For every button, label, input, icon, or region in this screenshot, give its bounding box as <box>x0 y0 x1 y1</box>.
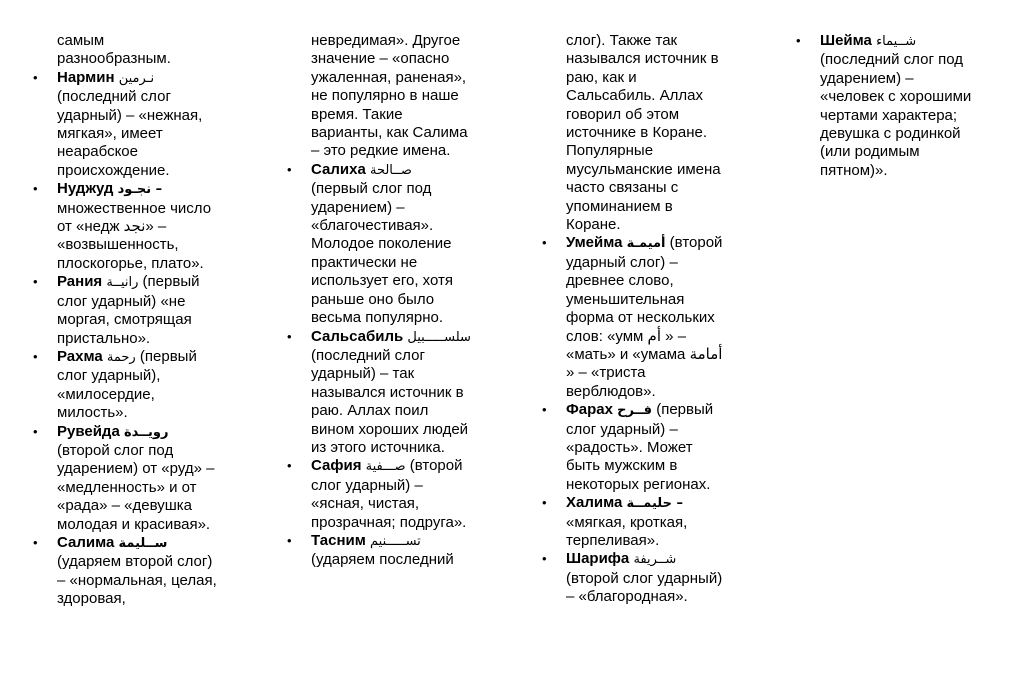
continuation-text: невредимая». Другое значение – «опасно ужаленная, раненая», не популярно в наше время. Такие варианты, как Салима – это редкие имена. <box>311 32 468 160</box>
bullet: • <box>33 181 38 197</box>
name-term: Рувейда <box>57 422 120 440</box>
name-term: Нармин <box>57 68 115 86</box>
bullet: • <box>33 423 38 439</box>
description: множественное число от «недж نجد» – «возвышенность, плоскогорье, плато». <box>57 199 212 272</box>
bullet: • <box>287 328 292 344</box>
column-4 <box>796 32 980 180</box>
description: (первый слог ударный) «не моргая, смотрящая пристально». <box>57 273 200 347</box>
list-item-salikha <box>287 160 471 328</box>
description: (второй ударный слог) – древнее слово, уменьшительная форма от нескольких слов: «умм أم » – «мать» и «умама أمامة » – «триста верблюдов». <box>566 234 723 400</box>
arabic-term: شــريفة <box>633 552 677 568</box>
bullet: • <box>287 458 292 474</box>
arabic-term: صــالحة <box>369 162 412 178</box>
description: (последний слог ударный) – «нежная, мягкая», имеет неарабское происхождение. <box>57 88 203 179</box>
list-item-tasnim <box>287 531 471 570</box>
bullet: • <box>542 495 547 511</box>
arabic-term: فــرح <box>617 403 653 419</box>
name-term: Тасним <box>311 531 366 549</box>
bullet: • <box>33 69 38 85</box>
name-term: Сальсабиль <box>311 327 404 345</box>
bullet: • <box>33 274 38 290</box>
list-item-rakhma <box>33 347 217 423</box>
name-term: Рахма <box>57 347 103 365</box>
name-term: Халима <box>566 494 623 512</box>
list-item-salsabil <box>287 327 471 458</box>
bullet: • <box>33 534 38 550</box>
list-item-khalima <box>542 494 726 550</box>
list-item-salima <box>33 533 217 609</box>
bullet: • <box>542 402 547 418</box>
description: (первый слог под ударением) – «благочестивая». Молодое поколение практически не использует его, хотя раньше оно было весьма популярно. <box>311 180 454 327</box>
name-term: Умейма <box>566 234 623 252</box>
description: (первый слог ударный), «милосердие, милость». <box>57 347 197 422</box>
continuation-text: слог). Также так назывался источник в раю, как и Сальсабиль. Аллах говорил об этом источнике в Коране. Популярные мусульманские имена часто связаны с упоминанием в Коране. <box>566 32 721 234</box>
arabic-term: رحمة <box>106 349 136 365</box>
description: (ударяем последний <box>311 551 454 569</box>
column-2 <box>287 32 471 570</box>
name-term: Рания <box>57 273 103 291</box>
bullet: • <box>33 348 38 364</box>
description: «мягкая, кроткая, терпеливая». <box>566 513 688 549</box>
list-item-raniya <box>33 273 217 348</box>
list-item-ruveyda <box>33 422 217 534</box>
list-item-farakh <box>542 401 726 494</box>
continuation-text: самым разнообразным. <box>57 32 171 68</box>
list-item-sharifa <box>542 550 726 606</box>
list-item-safiya <box>287 457 471 532</box>
description: (ударяем второй слог) – «нормальная, целая, здоровая, <box>57 553 217 608</box>
arabic-term: تســـــنيم <box>370 533 421 549</box>
name-term: Шарифа <box>566 550 630 568</box>
description: (последний слог под ударением) – «человек с хорошими чертами характера; девушка с родинкой (или родимым пятном)». <box>820 51 972 179</box>
arabic-term: حليمــة – <box>626 496 684 512</box>
name-term: Сафия <box>311 457 362 475</box>
arabic-term: رانيــة <box>106 275 139 291</box>
list-item-sheyma <box>796 32 980 180</box>
name-term: Шейма <box>820 32 872 49</box>
name-term: Нуджуд <box>57 180 114 198</box>
name-term: Салима <box>57 533 115 551</box>
arabic-term: رويــدة <box>123 424 169 440</box>
list-item-narmin <box>33 68 217 180</box>
arabic-term: نـرمين <box>118 70 155 86</box>
list-item-umeyma <box>542 234 726 401</box>
description: (второй слог ударный) – «благородная». <box>566 569 723 606</box>
name-term: Салиха <box>311 160 366 178</box>
bullet: • <box>542 551 547 567</box>
arabic-term: ســليمة <box>118 535 168 551</box>
name-term: Фарах <box>566 401 613 419</box>
bullet: • <box>542 235 547 251</box>
arabic-term: نجـود – <box>117 182 163 198</box>
bullet: • <box>287 161 292 177</box>
description: (последний слог ударный) – так назывался источник в раю. Аллах поил вином хороших людей из этого источника. <box>311 346 469 456</box>
bullet: • <box>287 532 292 548</box>
arabic-term: صـــفية <box>365 459 406 475</box>
description: (первый слог ударный) – «радость». Может быть мужским в некоторых регионах. <box>566 401 714 493</box>
description: (второй слог под ударением) от «руд» – «медленность» и от «рада» – «девушка молодая и красивая». <box>57 441 215 533</box>
description: (второй слог ударный) – «ясная, чистая, прозрачная; подруга». <box>311 457 467 531</box>
list-item-nudzhud <box>33 180 217 273</box>
arabic-term: أميمـة <box>626 236 666 252</box>
column-3 <box>542 32 726 607</box>
arabic-term: شــيماء <box>876 34 917 49</box>
bullet: • <box>796 33 801 48</box>
column-1 <box>33 32 217 609</box>
arabic-term: سلســـــبيل <box>407 329 471 345</box>
